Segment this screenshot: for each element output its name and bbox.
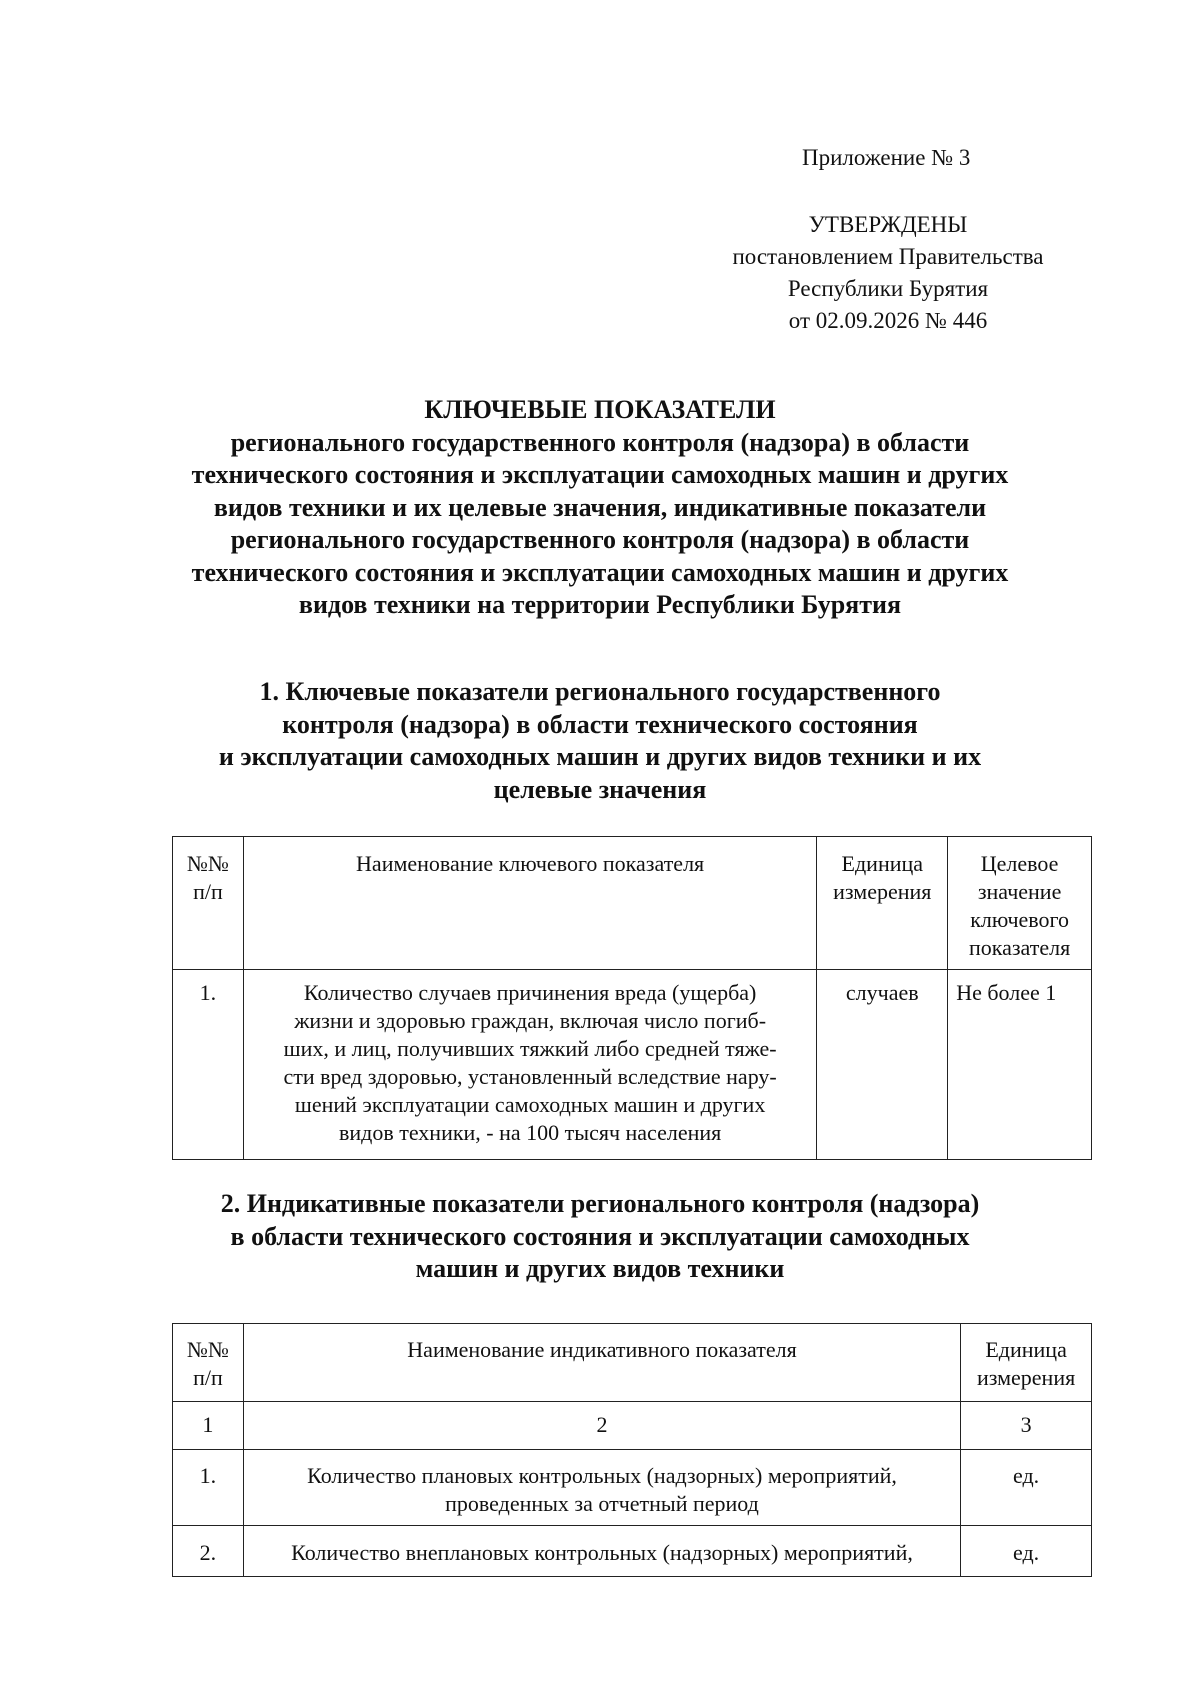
row-unit-cell: ед. [961,1526,1092,1577]
column-number-cell: 3 [961,1402,1092,1450]
row-name-line: сти вред здоровью, установленный вследствие нару- [283,1064,777,1089]
column-number-row [173,1402,1092,1450]
section2-heading-line: машин и других видов техники [415,1254,785,1283]
header-num-line: п/п [193,879,223,904]
title-line: регионального государственного контроля (надзора) в области [230,525,970,554]
section2-heading-line: 2. Индикативные показатели регионального контроля (надзора) [220,1189,980,1218]
approval-line: от 02.09.2026 № 446 [788,308,988,333]
row-name-cell [243,1526,960,1577]
row-unit-cell: случаев [817,970,948,1160]
title-line: видов техники и их целевые значения, индикативные показатели [213,492,987,522]
title-line: КЛЮЧЕВЫЕ ПОКАЗАТЕЛИ [424,395,776,424]
header-unit-cell [961,1324,1092,1402]
header-unit-cell [817,837,948,970]
column-number-cell: 1 [173,1402,244,1450]
title-line: видов техники на территории Республики Бурятия [298,590,902,619]
table-row [173,1450,1092,1526]
header-num-cell [173,1324,244,1402]
title-line: технического состояния и эксплуатации самоходных машин и других [191,460,1009,489]
header-target-cell [948,837,1092,970]
row-name-line: ших, и лиц, получивших тяжкий либо средней тяже- [283,1036,777,1061]
row-name-line: Количество внеплановых контрольных (надзорных) мероприятий, [291,1540,913,1565]
approval-line: постановлением Правительства [732,244,1044,269]
header-unit-line: измерения [833,879,932,904]
header-target-line: показателя [968,935,1071,960]
row-num-cell: 2. [173,1526,244,1577]
section1-heading-line: целевые значения [493,774,707,804]
row-name-line: Количество плановых контрольных (надзорных) мероприятий, [307,1463,897,1488]
header-name-cell: Наименование индикативного показателя [243,1324,960,1402]
section1-heading-line: 1. Ключевые показатели регионального государственного [259,677,941,706]
title-line: технического состояния и эксплуатации самоходных машин и других [191,557,1009,587]
row-num-cell: 1. [173,970,244,1160]
section2-heading [130,1188,1070,1286]
table-header-row [173,1324,1092,1402]
indicative-indicators-table [172,1323,1092,1577]
section1-heading [130,676,1070,806]
row-name-cell [243,1450,960,1526]
row-name-line: Количество случаев причинения вреда (ущерба) [303,980,757,1005]
header-target-line: значение [977,879,1062,904]
table-row [173,970,1092,1160]
header-num-cell [173,837,244,970]
header-num-line: №№ [186,851,229,876]
header-unit-line: измерения [976,1365,1076,1390]
approval-block [700,209,1076,337]
column-number-cell: 2 [243,1402,960,1450]
header-target-line: ключевого [970,907,1069,932]
header-unit-line: Единица [841,851,924,876]
title-line: регионального государственного контроля (надзора) в области [230,427,970,457]
section1-heading-line: контроля (надзора) в области технического состояния [282,709,918,739]
section1-heading-line: и эксплуатации самоходных машин и других видов техники и их [218,742,982,771]
row-name-cell [243,970,817,1160]
row-target-cell: Не более 1 [948,970,1092,1160]
key-indicators-table [172,836,1092,1160]
row-unit-cell: ед. [961,1450,1092,1526]
approval-line: Республики Бурятия [787,276,989,301]
row-name-line: шений эксплуатации самоходных машин и других [294,1092,766,1117]
header-target-line: Целевое [980,851,1059,876]
table-row [173,1526,1092,1577]
approval-line: УТВЕРЖДЕНЫ [808,212,968,237]
header-name-cell: Наименование ключевого показателя [243,837,817,970]
row-name-line: видов техники, - на 100 тысяч населения [338,1120,722,1145]
row-name-line: жизни и здоровью граждан, включая число погиб- [294,1008,767,1033]
appendix-label: Приложение № 3 [802,145,971,170]
document-title [130,394,1070,622]
section2-heading-line: в области технического состояния и эксплуатации самоходных [230,1221,970,1251]
header-num-line: №№ [186,1337,229,1362]
header-num-line: п/п [193,1365,223,1390]
header-unit-line: Единица [985,1337,1067,1362]
table-header-row [173,837,1092,970]
row-num-cell: 1. [173,1450,244,1526]
row-name-line: проведенных за отчетный период [445,1491,759,1516]
